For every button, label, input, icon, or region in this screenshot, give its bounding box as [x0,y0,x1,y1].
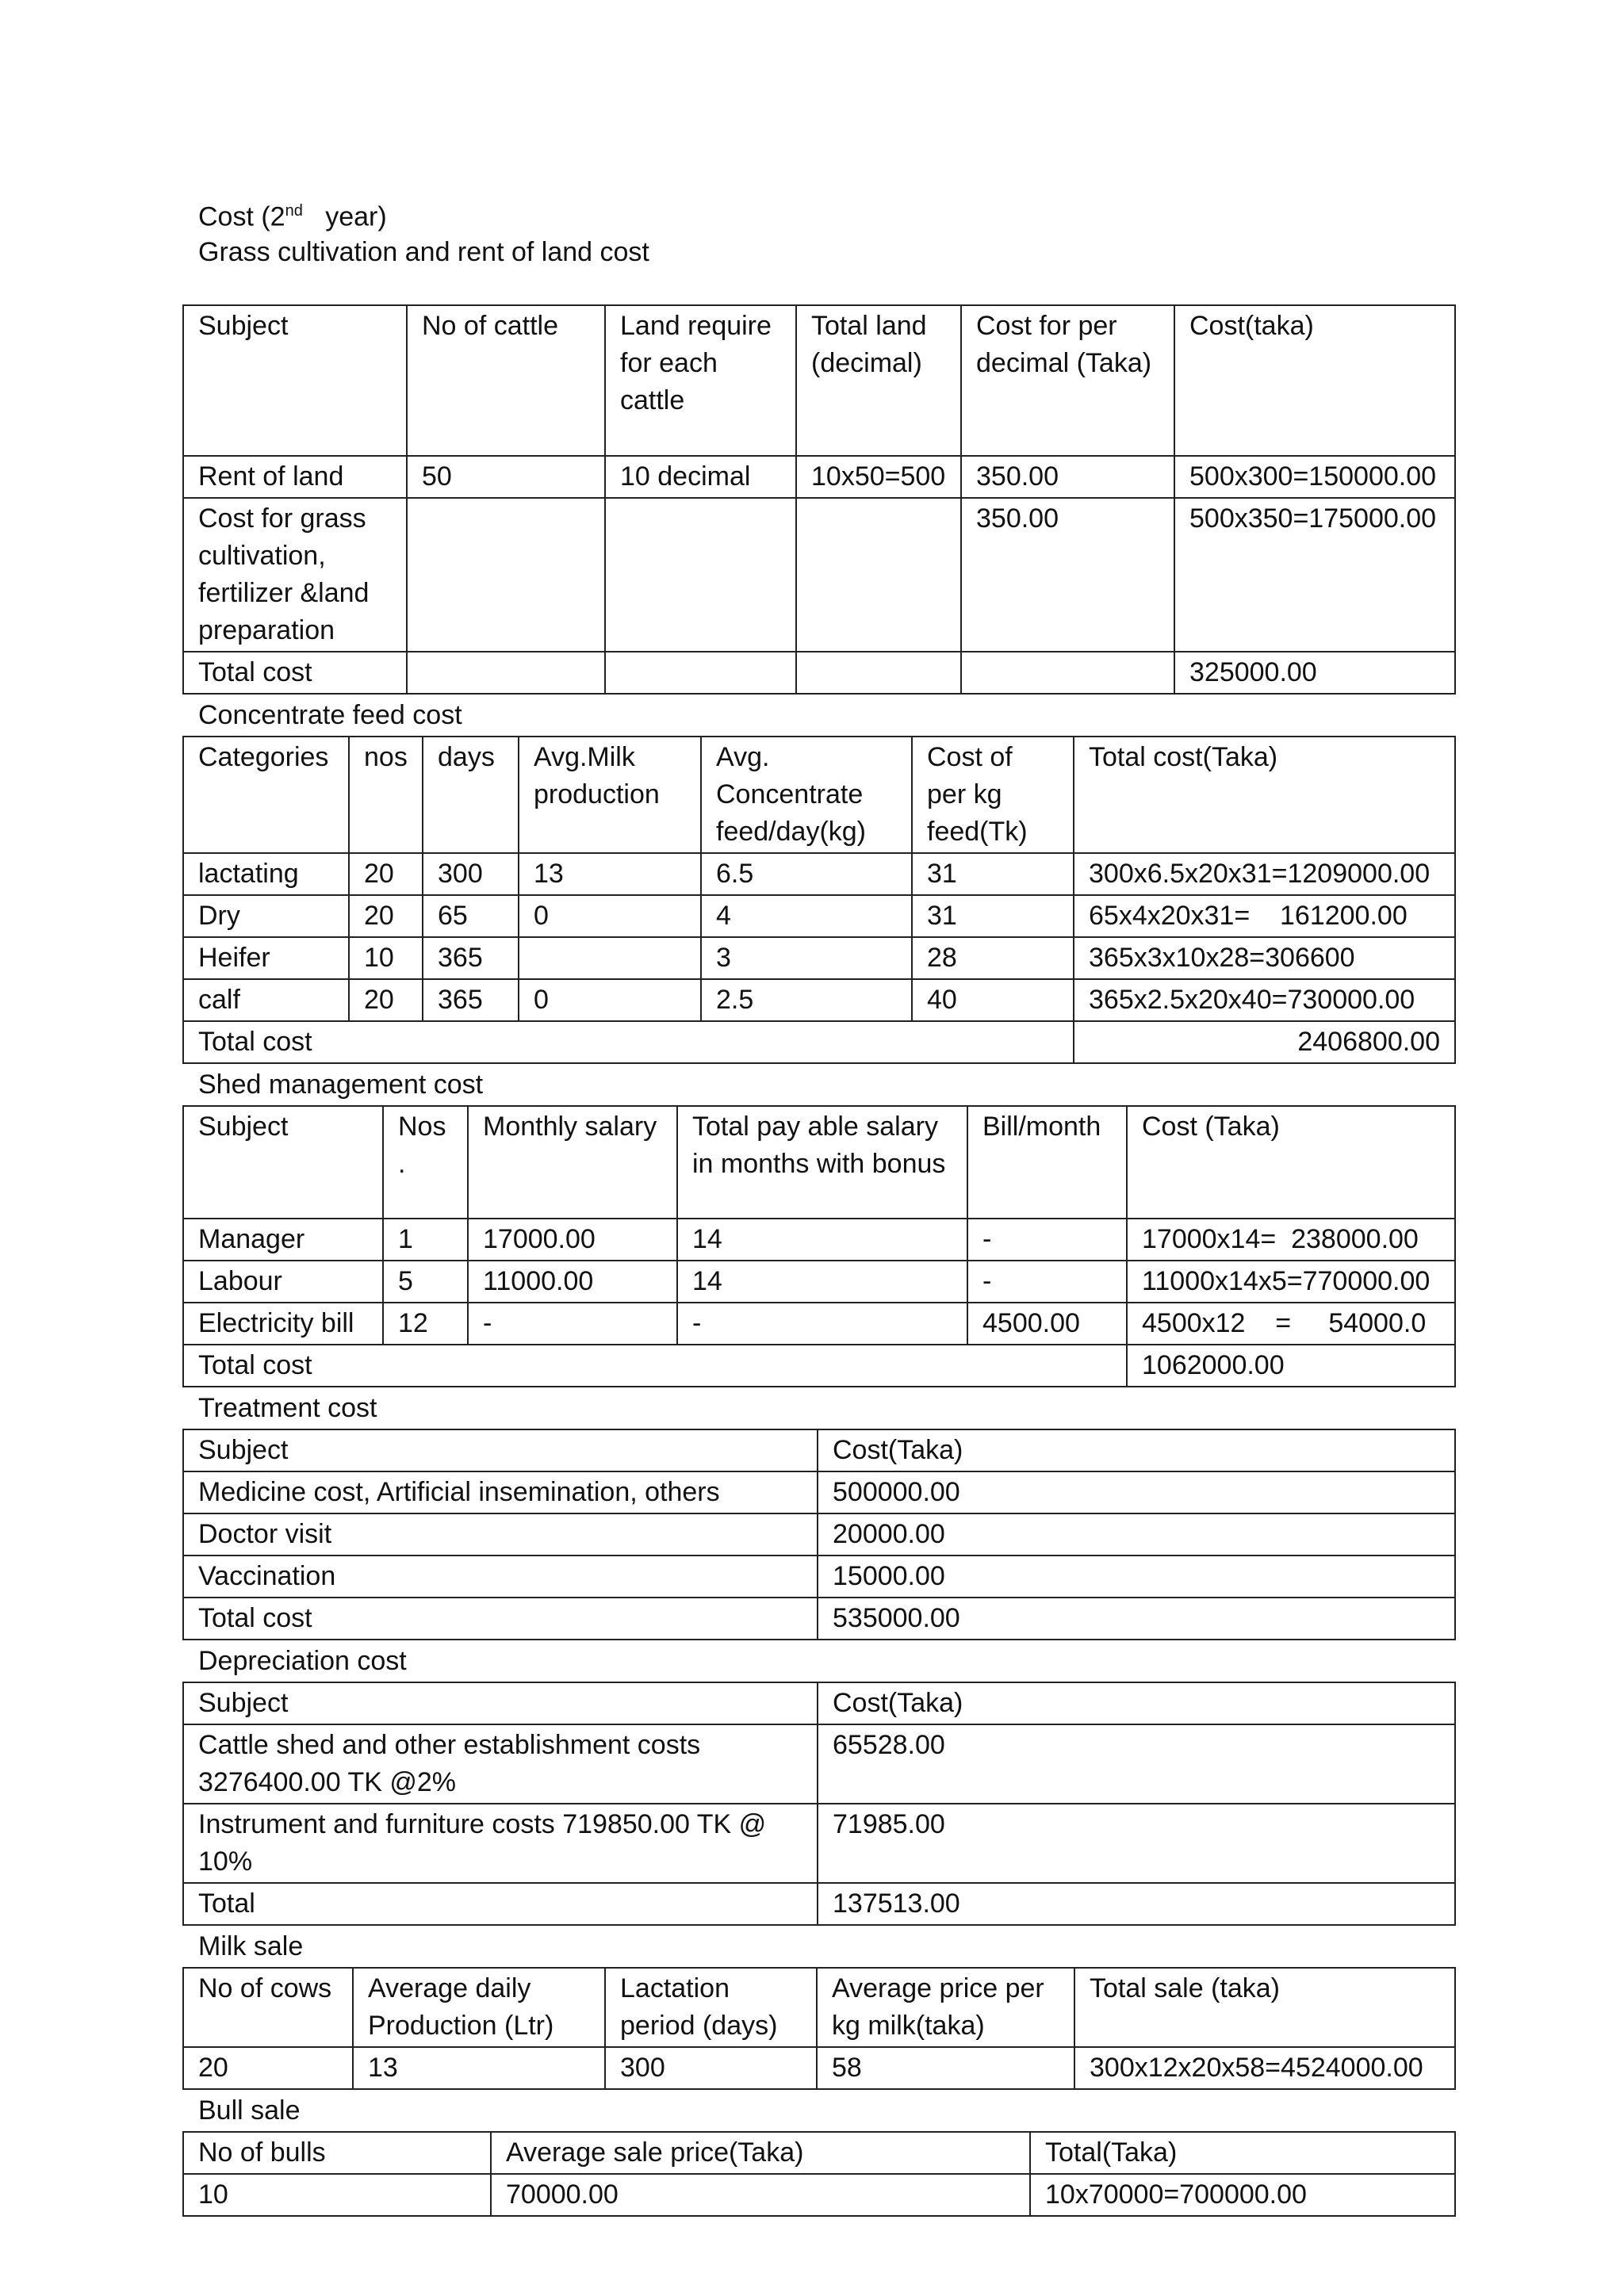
depreciation-cost-table [182,1682,1456,1926]
header-cell: Average price per kg milk(taka) [817,1968,1074,2047]
table-row [183,1513,1455,1556]
page-subtitle: Grass cultivation and rent of land cost [198,237,649,267]
table-row [183,2047,1455,2089]
table-cell: 11000x14x5=770000.00 [1127,1261,1455,1303]
table-cell: 325000.00 [1174,652,1455,694]
table-cell: 4 [701,895,912,937]
table-cell: Dry [183,895,349,937]
table-header-row [183,1682,1455,1724]
table-cell: Electricity bill [183,1303,383,1345]
header-cell: No of bulls [183,2132,491,2174]
header-cell: Subject [183,305,407,456]
header-cell: Avg.Milk production [519,737,701,853]
table-cell: 20 [183,2047,353,2089]
table-row [183,2174,1455,2216]
header-cell: nos [349,737,423,853]
table-row [183,853,1455,895]
table-total-row [183,1883,1455,1925]
table-cell [407,498,605,652]
table-cell: 350.00 [961,456,1174,498]
table-cell: 31 [912,895,1074,937]
table-cell: 300x6.5x20x31=1209000.00 [1074,853,1455,895]
table-cell: 58 [817,2047,1074,2089]
table-cell [961,652,1174,694]
table-cell: Total [183,1883,818,1925]
header-cell: Cost (Taka) [1127,1106,1455,1219]
section-heading: Concentrate feed cost [198,700,462,730]
table-cell: 300x12x20x58=4524000.00 [1074,2047,1455,2089]
grass-cost-table [182,304,1456,695]
bull-sale-table [182,2131,1456,2217]
page-title: Cost (2nd year) [198,201,387,232]
treatment-cost-table [182,1429,1456,1640]
table-cell: Cost for grass cultivation, fertilizer &land preparation [183,498,407,652]
header-cell: Lactation period (days) [605,1968,817,2047]
table-row [183,937,1455,979]
table-cell: 20000.00 [818,1513,1455,1556]
table-row [183,1804,1455,1883]
header-cell: No of cows [183,1968,353,2047]
table-cell: 1 [383,1219,468,1261]
table-cell: Total cost [183,652,407,694]
table-header-row [183,1429,1455,1471]
table-row [183,895,1455,937]
table-cell: 10 [183,2174,491,2216]
table-cell: Medicine cost, Artificial insemination, others [183,1471,818,1513]
table-cell: Cattle shed and other establishment costs 3276400.00 TK @2% [183,1724,818,1804]
header-cell: Subject [183,1429,818,1471]
table-cell: 500x300=150000.00 [1174,456,1455,498]
table-cell: 300 [605,2047,817,2089]
table-cell [605,652,796,694]
table-cell: 6.5 [701,853,912,895]
table-cell [796,652,961,694]
table-row [183,1303,1455,1345]
header-cell: Total sale (taka) [1074,1968,1455,2047]
header-cell: Average sale price(Taka) [491,2132,1030,2174]
table-cell: 10x70000=700000.00 [1030,2174,1455,2216]
table-total-row [183,1598,1455,1640]
table-cell: Instrument and furniture costs 719850.00 TK @ 10% [183,1804,818,1883]
section-heading: Depreciation cost [198,1646,407,1676]
table-cell: Total cost [183,1345,1127,1387]
table-cell: Total cost [183,1021,1074,1063]
section-heading: Bull sale [198,2095,301,2126]
table-cell: - [967,1261,1127,1303]
header-cell: Subject [183,1682,818,1724]
header-cell: days [423,737,519,853]
table-header-row [183,2132,1455,2174]
table-cell: Manager [183,1219,383,1261]
table-row [183,1261,1455,1303]
table-cell: 3 [701,937,912,979]
table-cell: 14 [677,1219,967,1261]
table-cell [605,498,796,652]
table-cell: 365 [423,979,519,1021]
table-row [183,1556,1455,1598]
header-cell: Land require for each cattle [605,305,796,456]
header-cell: Total pay able salary in months with bonus [677,1106,967,1219]
header-cell: Subject [183,1106,383,1219]
table-total-row [183,1021,1455,1063]
table-header-row [183,737,1455,853]
table-cell: 4500.00 [967,1303,1127,1345]
table-cell: 365x2.5x20x40=730000.00 [1074,979,1455,1021]
table-cell: calf [183,979,349,1021]
table-header-row [183,1968,1455,2047]
table-row [183,498,1455,652]
table-cell: 0 [519,979,701,1021]
document-page [182,190,1454,2217]
header-cell: Categories [183,737,349,853]
table-total-row [183,652,1455,694]
table-cell: 20 [349,979,423,1021]
section-heading: Milk sale [198,1931,304,1961]
table-cell: 5 [383,1261,468,1303]
header-cell: Average daily Production (Ltr) [353,1968,605,2047]
table-cell: 350.00 [961,498,1174,652]
table-cell: - [677,1303,967,1345]
header-cell: Cost(Taka) [818,1429,1455,1471]
table-cell: 50 [407,456,605,498]
table-cell: 15000.00 [818,1556,1455,1598]
table-cell: 2406800.00 [1074,1021,1455,1063]
table-cell: 13 [353,2047,605,2089]
section-heading: Shed management cost [198,1070,484,1100]
table-cell: 2.5 [701,979,912,1021]
milk-sale-table [182,1967,1456,2090]
table-cell: Rent of land [183,456,407,498]
table-cell: Labour [183,1261,383,1303]
table-row [183,979,1455,1021]
table-cell: 365x3x10x28=306600 [1074,937,1455,979]
table-cell: Vaccination [183,1556,818,1598]
table-cell: 4500x12 = 54000.0 [1127,1303,1455,1345]
table-cell: 11000.00 [468,1261,677,1303]
table-cell: 365 [423,937,519,979]
table-cell: 535000.00 [818,1598,1455,1640]
header-cell: Total land (decimal) [796,305,961,456]
table-cell: Total cost [183,1598,818,1640]
table-cell: 70000.00 [491,2174,1030,2216]
table-cell: Doctor visit [183,1513,818,1556]
table-cell: 40 [912,979,1074,1021]
section-heading: Treatment cost [198,1393,377,1423]
table-cell: 500x350=175000.00 [1174,498,1455,652]
table-cell: 71985.00 [818,1804,1455,1883]
table-row [183,1471,1455,1513]
table-cell: 65528.00 [818,1724,1455,1804]
table-cell: 17000.00 [468,1219,677,1261]
table-cell: 14 [677,1261,967,1303]
concentrate-feed-table [182,736,1456,1064]
table-cell: lactating [183,853,349,895]
table-cell: 1062000.00 [1127,1345,1455,1387]
table-cell: 17000x14= 238000.00 [1127,1219,1455,1261]
table-row [183,1724,1455,1804]
table-cell: 0 [519,895,701,937]
header-cell: Total(Taka) [1030,2132,1455,2174]
table-cell: 500000.00 [818,1471,1455,1513]
table-cell: - [468,1303,677,1345]
table-cell: - [967,1219,1127,1261]
table-cell: 65x4x20x31= 161200.00 [1074,895,1455,937]
header-cell: Nos. [383,1106,468,1219]
table-row [183,456,1455,498]
table-cell [519,937,701,979]
header-cell: Bill/month [967,1106,1127,1219]
header-cell: Avg. Concentrate feed/day(kg) [701,737,912,853]
table-row [183,1219,1455,1261]
table-cell: 10x50=500 [796,456,961,498]
table-cell: 300 [423,853,519,895]
header-cell: Cost(taka) [1174,305,1455,456]
table-cell: 137513.00 [818,1883,1455,1925]
header-cell: Total cost(Taka) [1074,737,1455,853]
table-cell: 31 [912,853,1074,895]
table-cell: Heifer [183,937,349,979]
table-cell: 65 [423,895,519,937]
header-cell: Cost for per decimal (Taka) [961,305,1174,456]
table-header-row [183,1106,1455,1219]
table-cell: 28 [912,937,1074,979]
table-cell: 12 [383,1303,468,1345]
table-cell [796,498,961,652]
header-cell: Cost of per kg feed(Tk) [912,737,1074,853]
table-header-row [183,305,1455,456]
table-total-row [183,1345,1455,1387]
table-cell: 20 [349,895,423,937]
table-cell: 20 [349,853,423,895]
header-cell: Cost(Taka) [818,1682,1455,1724]
table-cell: 10 [349,937,423,979]
header-cell: No of cattle [407,305,605,456]
table-cell: 13 [519,853,701,895]
table-cell [407,652,605,694]
shed-management-table [182,1105,1456,1387]
table-cell: 10 decimal [605,456,796,498]
header-cell: Monthly salary [468,1106,677,1219]
